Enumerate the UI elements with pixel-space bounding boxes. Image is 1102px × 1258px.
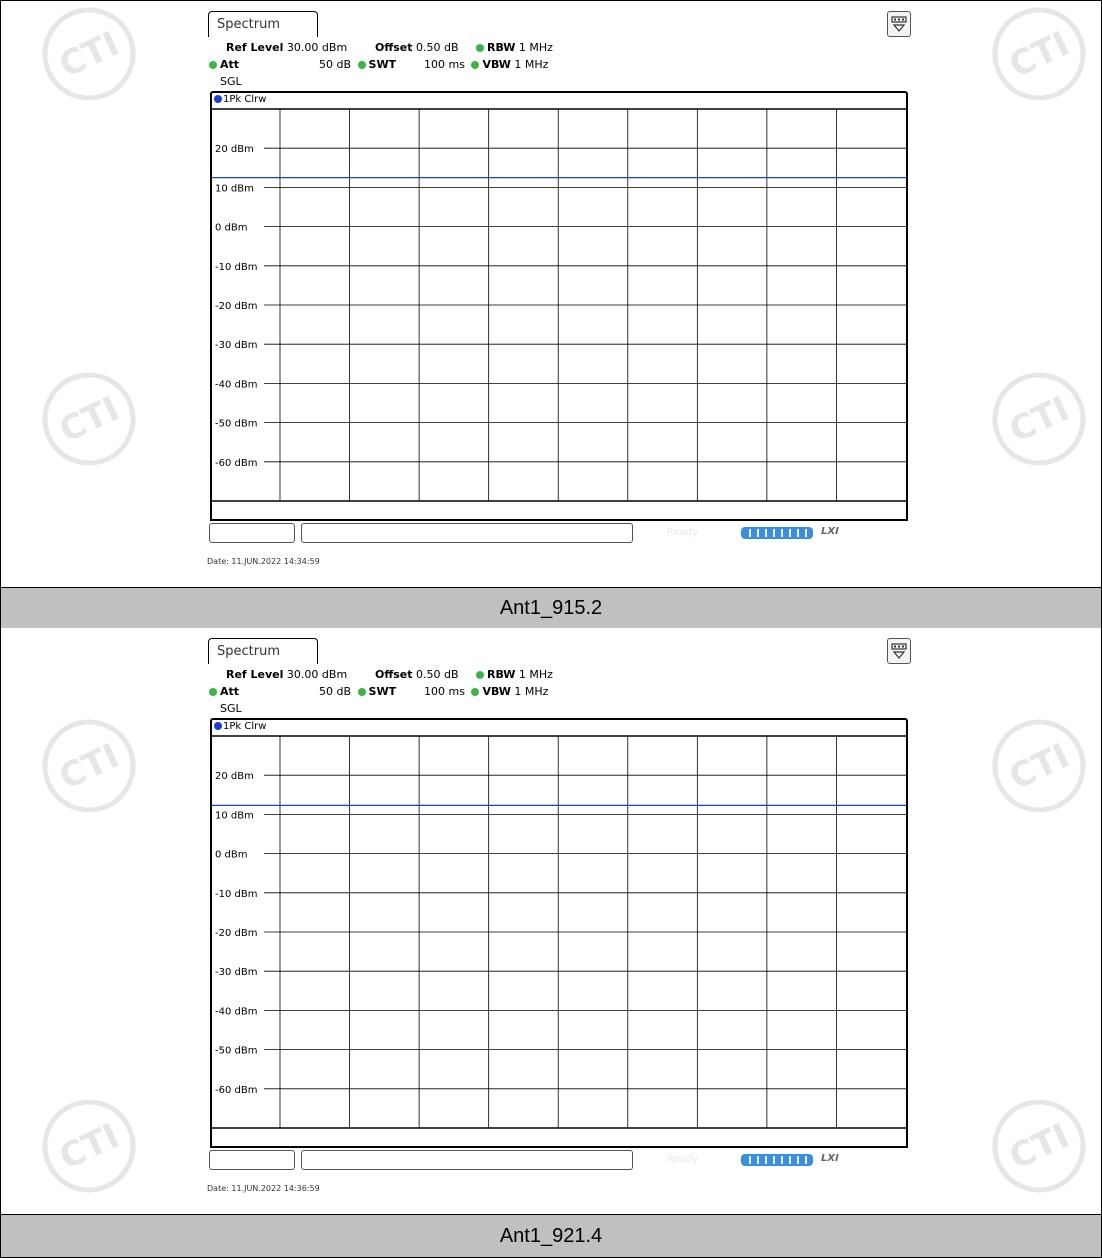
swt-value: 100 ms (424, 58, 465, 71)
rbw-label: RBW (487, 668, 516, 681)
y-tick-label: 10 dBm (215, 810, 254, 822)
offset-label: Offset (375, 668, 413, 681)
status-bar (207, 523, 913, 545)
cti-logo-icon (991, 1098, 1087, 1194)
cti-logo-icon (991, 718, 1087, 814)
rbw-row (476, 668, 553, 681)
menu-icon (891, 643, 907, 659)
cti-logo-icon (41, 371, 137, 467)
watermark-logo (991, 6, 1087, 102)
status-field-2[interactable] (301, 1150, 633, 1170)
cti-logo-icon (991, 6, 1087, 102)
lxi-logo: LXI (821, 1153, 839, 1164)
status-dot-icon (476, 671, 484, 679)
tab-spectrum[interactable]: Spectrum (208, 11, 318, 37)
progress-bar (741, 1154, 813, 1166)
rbw-value: 1 MHz (518, 668, 553, 681)
ref-level-row (226, 41, 347, 54)
cti-logo-icon (991, 371, 1087, 467)
status-bar (207, 1150, 913, 1172)
cti-logo-icon (41, 6, 137, 102)
status-dot-icon (209, 61, 217, 69)
vbw-value: 1 MHz (514, 58, 549, 71)
y-tick-label: -60 dBm (215, 457, 258, 469)
y-tick-label: -40 dBm (215, 1006, 258, 1018)
status-dot-icon (358, 688, 366, 696)
offset-row (375, 668, 459, 681)
vbw-label: VBW (482, 685, 511, 698)
rbw-label: RBW (487, 41, 516, 54)
status-dot-icon (476, 44, 484, 52)
svg-text:CTI: CTI (1003, 1115, 1076, 1178)
status-dot-icon (358, 61, 366, 69)
y-tick-label: 20 dBm (215, 144, 254, 156)
watermark-logo (991, 1098, 1087, 1194)
att-label: Att (220, 685, 240, 698)
spectrum-screen (207, 9, 913, 571)
plot-area (210, 718, 908, 1148)
vbw-label: VBW (482, 58, 511, 71)
mode-label: SGL (220, 75, 242, 88)
offset-row (375, 41, 459, 54)
date-stamp: Date: 11.JUN.2022 14:34:59 (207, 557, 320, 566)
status-dot-icon (209, 688, 217, 696)
att-value: 50 dB (319, 58, 352, 71)
att-value-row (319, 685, 396, 698)
menu-icon (891, 16, 907, 32)
y-tick-label: -20 dBm (215, 301, 258, 312)
ref-level-label: Ref Level (226, 41, 284, 54)
watermark-logo (991, 371, 1087, 467)
svg-text:CTI: CTI (53, 388, 126, 451)
y-tick-label: -30 dBm (215, 967, 258, 979)
att-value: 50 dB (319, 685, 352, 698)
screenshot-cell (1, 1, 1101, 587)
figure-caption: Ant1_921.4 (1, 1214, 1101, 1257)
swt-value: 100 ms (424, 685, 465, 698)
y-tick-label: 20 dBm (215, 771, 254, 783)
y-tick-label: -50 dBm (215, 1045, 258, 1057)
status-field-1[interactable] (209, 1150, 295, 1170)
y-tick-label: -20 dBm (215, 928, 258, 939)
ready-status: Ready (667, 1154, 699, 1165)
ref-level-value: 30.00 dBm (286, 668, 348, 681)
cti-logo-icon (41, 1098, 137, 1194)
spectrum-screen (207, 636, 913, 1198)
progress-bar (741, 527, 813, 539)
watermark-logo (991, 718, 1087, 814)
trace-label: 1Pk Clrw (223, 721, 267, 732)
svg-text:CTI: CTI (1003, 23, 1076, 86)
cti-logo-icon (41, 718, 137, 814)
swt-label: SWT (368, 58, 397, 71)
ref-level-label: Ref Level (226, 668, 284, 681)
watermark-logo (41, 6, 137, 102)
ref-level-value: 30.00 dBm (286, 41, 348, 54)
y-tick-label: -10 dBm (215, 261, 258, 273)
spectrum-plot (212, 93, 906, 519)
rbw-value: 1 MHz (518, 41, 553, 54)
ref-level-row (226, 668, 347, 681)
att-row (209, 685, 239, 698)
figure-caption: Ant1_915.2 (1, 587, 1101, 629)
svg-text:CTI: CTI (1003, 735, 1076, 798)
lxi-logo: LXI (821, 526, 839, 537)
screenshot-cell (1, 628, 1101, 1214)
y-tick-label: 0 dBm (215, 222, 248, 234)
watermark-logo (41, 1098, 137, 1194)
menu-button[interactable] (887, 638, 911, 664)
status-dot-icon (471, 688, 479, 696)
offset-label: Offset (375, 41, 413, 54)
menu-button[interactable] (887, 11, 911, 37)
y-tick-label: -50 dBm (215, 418, 258, 430)
y-tick-label: 0 dBm (215, 849, 248, 861)
date-stamp: Date: 11.JUN.2022 14:36:59 (207, 1184, 320, 1193)
status-field-1[interactable] (209, 523, 295, 543)
att-value-row (319, 58, 396, 71)
vbw-value: 1 MHz (514, 685, 549, 698)
svg-text:CTI: CTI (53, 1115, 126, 1178)
watermark-logo (41, 718, 137, 814)
status-dot-icon (471, 61, 479, 69)
swt-value-row (424, 685, 548, 698)
att-label: Att (220, 58, 240, 71)
svg-text:CTI: CTI (53, 23, 126, 86)
y-tick-label: -30 dBm (215, 340, 258, 352)
watermark-logo (41, 371, 137, 467)
svg-text:CTI: CTI (1003, 388, 1076, 451)
svg-text:CTI: CTI (53, 735, 126, 798)
y-tick-label: -10 dBm (215, 888, 258, 900)
swt-value-row (424, 58, 548, 71)
att-row (209, 58, 239, 71)
tab-spectrum[interactable]: Spectrum (208, 638, 318, 664)
ready-status: Ready (667, 527, 699, 538)
offset-value: 0.50 dB (416, 41, 459, 54)
trace-label: 1Pk Clrw (223, 94, 267, 105)
rbw-row (476, 41, 553, 54)
offset-value: 0.50 dB (416, 668, 459, 681)
y-tick-label: -60 dBm (215, 1084, 258, 1096)
spectrum-plot (212, 720, 906, 1146)
status-field-2[interactable] (301, 523, 633, 543)
plot-area (210, 91, 908, 521)
y-tick-label: 10 dBm (215, 183, 254, 195)
y-tick-label: -40 dBm (215, 379, 258, 391)
swt-label: SWT (368, 685, 397, 698)
mode-label: SGL (220, 702, 242, 715)
